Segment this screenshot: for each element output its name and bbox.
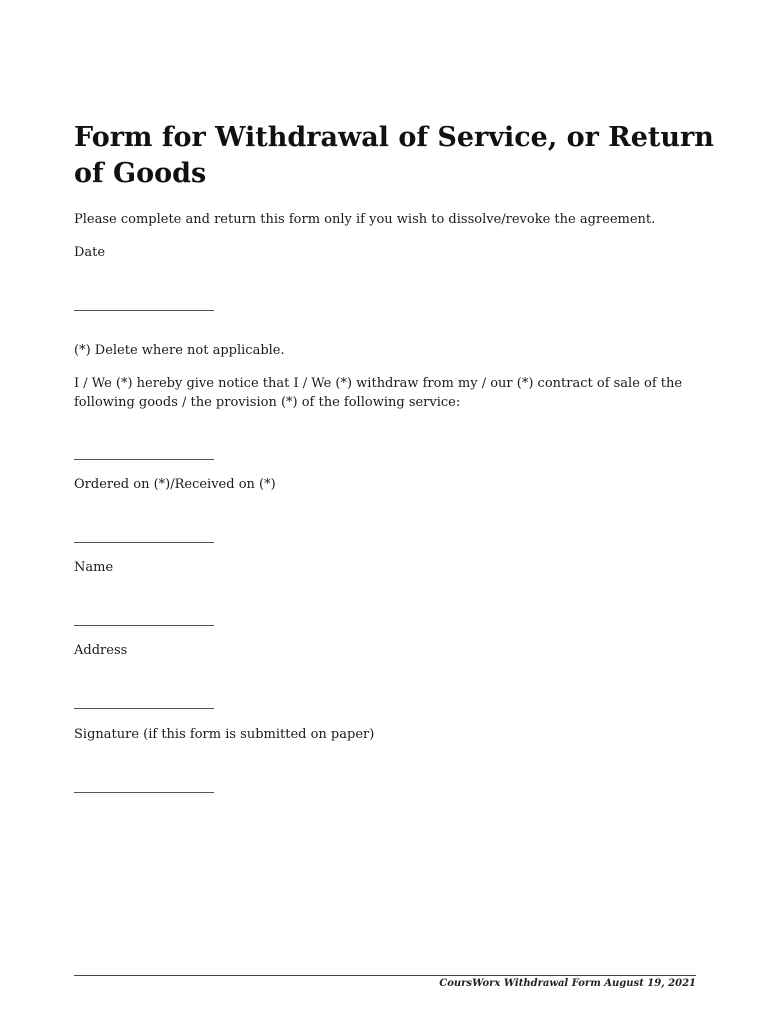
notice-text: I / We (*) hereby give notice that I / We (*) withdraw from my / our (*) contract of sale of the following goods / the provision (*) of the following service: bbox=[74, 376, 683, 410]
date-blank-line[interactable] bbox=[74, 310, 214, 311]
intro-text: Please complete and return this form only if you wish to dissolve/revoke the agreement. bbox=[74, 212, 656, 227]
date-label: Date bbox=[74, 245, 106, 260]
goods-service-blank-line[interactable] bbox=[74, 459, 214, 460]
signature-label: Signature (if this form is submitted on paper) bbox=[74, 727, 375, 742]
footer-divider bbox=[74, 975, 696, 976]
form-title: Form for Withdrawal of Service, or Return of Goods bbox=[74, 122, 714, 189]
ordered-received-blank-line[interactable] bbox=[74, 542, 214, 543]
ordered-received-label: Ordered on (*)/Received on (*) bbox=[74, 477, 276, 492]
delete-note: (*) Delete where not applicable. bbox=[74, 343, 285, 358]
name-blank-line[interactable] bbox=[74, 625, 214, 626]
footer-text: CoursWorx Withdrawal Form August 19, 2021 bbox=[439, 978, 696, 989]
name-label: Name bbox=[74, 560, 114, 575]
address-label: Address bbox=[74, 643, 128, 658]
address-blank-line[interactable] bbox=[74, 708, 214, 709]
signature-blank-line[interactable] bbox=[74, 792, 214, 793]
